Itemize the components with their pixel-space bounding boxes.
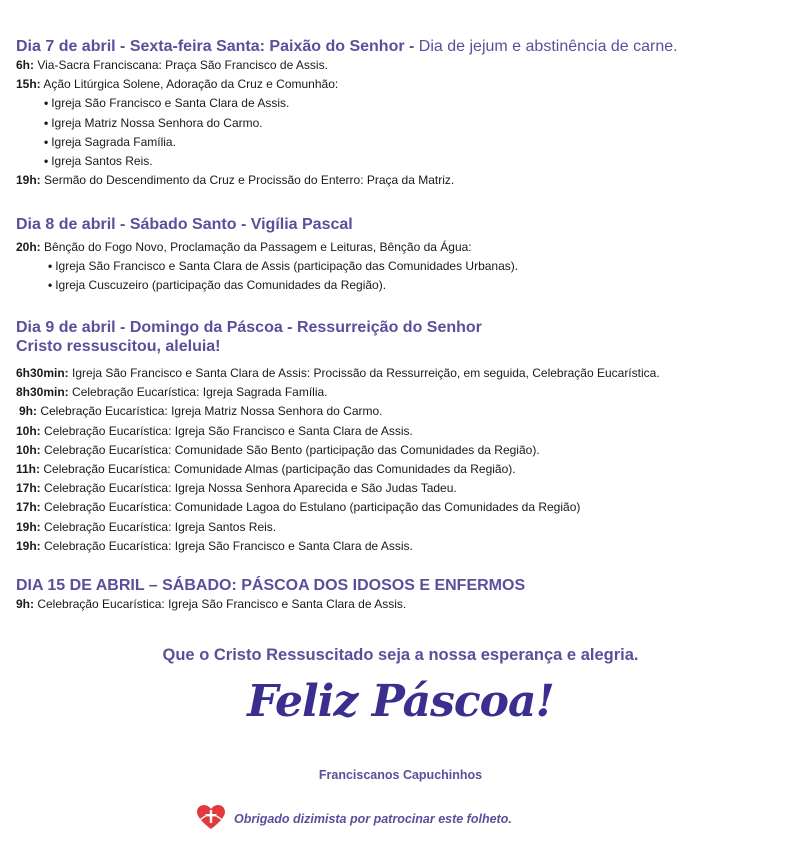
schedule-line: 6h: Via-Sacra Franciscana: Praça São Francisco de Assis. — [16, 58, 328, 72]
day7-bullet-list — [16, 94, 791, 171]
day8-bullet-list — [16, 257, 791, 295]
day7-heading — [16, 37, 791, 56]
signature: Franciscanos Capuchinhos — [318, 768, 483, 782]
schedule-line: 6h30min: Igreja São Francisco e Santa Clara de Assis: Procissão da Ressurreição, em seguida, Celebração Eucarística. — [16, 366, 660, 380]
schedule-line: 8h30min: Celebração Eucarística: Igreja Sagrada Família. — [16, 385, 328, 400]
schedule-line: 19h: Sermão do Descendimento da Cruz e Procissão do Enterro: Praça da Matriz. — [16, 173, 455, 188]
list-item: • Igreja Cuscuzeiro (participação das Comunidades da Região). — [48, 276, 791, 295]
schedule-line: 20h: Bênção do Fogo Novo, Proclamação da Passagem e Leituras, Bênção da Água: — [16, 240, 472, 254]
feliz-pascoa-lettering: Feliz Páscoa! — [247, 676, 554, 727]
schedule-line: 17h: Celebração Eucarística: Comunidade Lagoa do Estulano (participação das Comunidades da Região) — [16, 500, 581, 515]
schedule-line: 10h: Celebração Eucarística: Igreja São Francisco e Santa Clara de Assis. — [16, 423, 413, 438]
list-item: • Igreja São Francisco e Santa Clara de Assis (participação das Comunidades Urbanas). — [48, 257, 791, 276]
schedule-line: 15h: Ação Litúrgica Solene, Adoração da Cruz e Comunhão: — [16, 77, 339, 92]
section-day15 — [16, 576, 791, 614]
day8-heading: Dia 8 de abril - Sábado Santo - Vigília Pascal — [16, 216, 353, 233]
sponsor-note — [196, 806, 512, 832]
schedule-line: 19h: Celebração Eucarística: Igreja São Francisco e Santa Clara de Assis. — [16, 538, 413, 553]
list-item: • Igreja Sagrada Família. — [44, 133, 791, 152]
sponsor-text: Obrigado dizimista por patrocinar este folheto. — [234, 812, 512, 826]
section-day7 — [16, 37, 791, 190]
schedule-line: 17h: Celebração Eucarística: Igreja Nossa Senhora Aparecida e São Judas Tadeu. — [16, 481, 457, 496]
section-day9 — [16, 318, 791, 556]
day7-title: Dia 7 de abril - Sexta-feira Santa: Paixão do Senhor - — [16, 38, 415, 55]
day7-subtitle: Dia de jejum e abstinência de carne. — [418, 38, 678, 55]
schedule-line: 9h: Celebração Eucarística: Igreja Matriz Nossa Senhora do Carmo. — [19, 404, 383, 419]
schedule-line: 19h: Celebração Eucarística: Igreja Santos Reis. — [16, 519, 277, 534]
list-item: • Igreja Matriz Nossa Senhora do Carmo. — [44, 114, 791, 133]
section-day8 — [16, 215, 791, 296]
day9-schedule — [16, 356, 791, 556]
heart-cross-icon — [196, 804, 226, 835]
day9-heading: Dia 9 de abril - Domingo da Páscoa - Ressurreição do Senhor — [16, 319, 482, 336]
day9-subheading: Cristo ressuscitou, aleluia! — [16, 338, 221, 355]
schedule-line: 11h: Celebração Eucarística: Comunidade Almas (participação das Comunidades da Região). — [16, 462, 516, 477]
closing-tagline: Que o Cristo Ressuscitado seja a nossa esperança e alegria. — [162, 646, 639, 664]
schedule-line: 10h: Celebração Eucarística: Comunidade São Bento (participação das Comunidades da Região). — [16, 442, 540, 457]
list-item: • Igreja Santos Reis. — [44, 152, 791, 171]
day15-heading: DIA 15 DE ABRIL – SÁBADO: PÁSCOA DOS IDOSOS E ENFERMOS — [16, 577, 526, 594]
list-item: • Igreja São Francisco e Santa Clara de Assis. — [44, 94, 791, 113]
schedule-line: 9h: Celebração Eucarística: Igreja São Francisco e Santa Clara de Assis. — [16, 597, 407, 611]
